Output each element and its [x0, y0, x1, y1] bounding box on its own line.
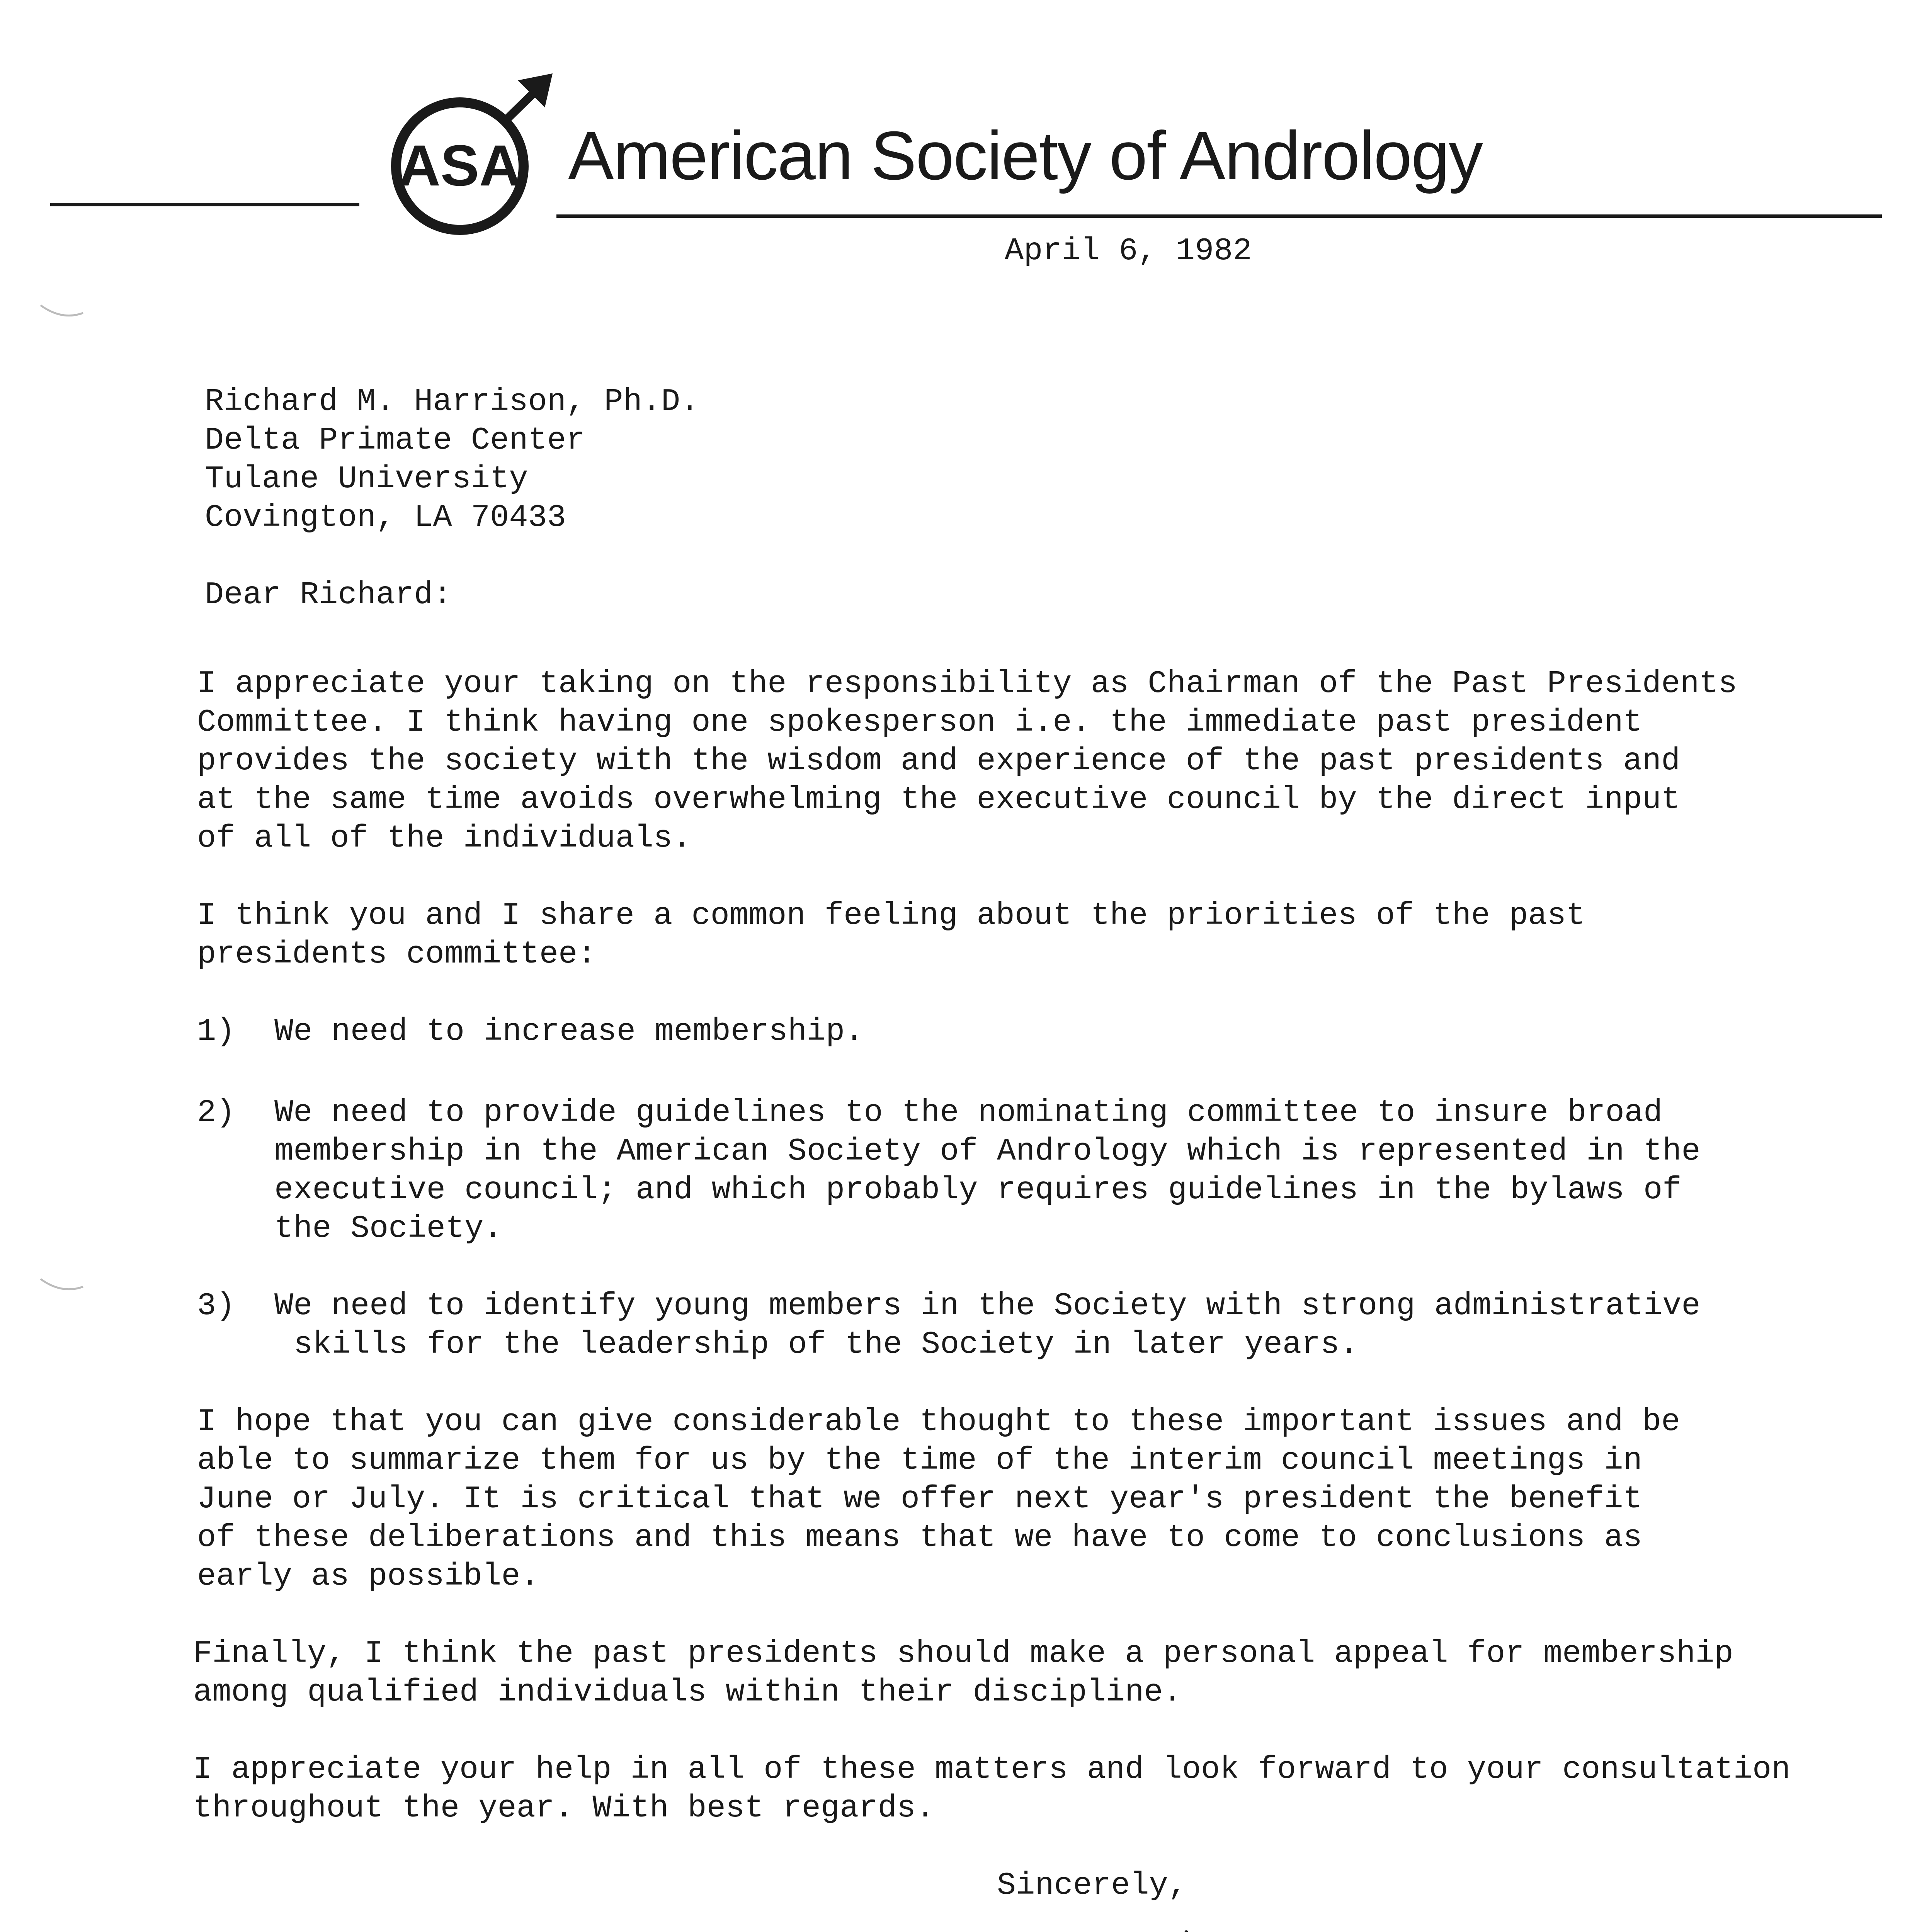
paragraph-line: of these deliberations and this means that we have to come to conclusions as — [197, 1520, 1642, 1556]
paragraph-line: at the same time avoids overwhelming the executive council by the direct input — [197, 782, 1681, 818]
scan-mark — [39, 1275, 85, 1298]
list-item-number: 1) — [197, 1014, 235, 1049]
salutation: Dear Richard: — [205, 577, 452, 613]
list-item-line: membership in the American Society of Andrology which is represented in the — [274, 1133, 1701, 1169]
paragraph-line: presidents committee: — [197, 936, 597, 972]
paragraph-line: provides the society with the wisdom and experience of the past presidents and — [197, 743, 1681, 779]
list-item-number: 3) — [197, 1288, 235, 1324]
org-name: American Society of Andrology — [568, 117, 1483, 194]
recipient-address-line: Tulane University — [205, 461, 528, 497]
paragraph-line: June or July. It is critical that we offer next year's president the benefit — [197, 1481, 1642, 1517]
paragraph-line: I think you and I share a common feeling about the priorities of the past — [197, 898, 1585, 934]
scan-mark — [39, 301, 85, 325]
logo-letters: ASA — [398, 133, 521, 198]
paragraph-line: of all of the individuals. — [197, 820, 692, 856]
list-item-line: We need to provide guidelines to the nominating committee to insure broad — [274, 1095, 1663, 1131]
paragraph-line: Finally, I think the past presidents should make a personal appeal for membership — [193, 1636, 1733, 1672]
list-item-number: 2) — [197, 1095, 235, 1131]
paragraph-line: I appreciate your taking on the responsibility as Chairman of the Past Presidents — [197, 666, 1737, 702]
letter-date: April 6, 1982 — [1005, 233, 1252, 269]
handwritten-signature — [985, 1924, 1264, 1932]
closing: Sincerely, — [997, 1867, 1187, 1903]
paragraph-line: Committee. I think having one spokesperson i.e. the immediate past president — [197, 704, 1642, 740]
recipient-address-line: Covington, LA 70433 — [205, 500, 566, 536]
recipient-address-line: Delta Primate Center — [205, 422, 585, 458]
paragraph-line: I hope that you can give considerable thought to these important issues and be — [197, 1404, 1681, 1440]
paragraph-line: early as possible. — [197, 1558, 539, 1594]
list-item-line: We need to increase membership. — [274, 1014, 864, 1049]
list-item-line: We need to identify young members in the Society with strong administrative — [274, 1288, 1701, 1324]
list-item-line: the Society. — [274, 1211, 503, 1247]
header-rule-left — [50, 203, 359, 206]
paragraph-line: I appreciate your help in all of these matters and look forward to your consultation — [193, 1752, 1791, 1787]
recipient-name: Richard M. Harrison, Ph.D. — [205, 384, 699, 420]
header-rule-right — [556, 214, 1882, 218]
list-item-line: skills for the leadership of the Society in later years. — [294, 1327, 1359, 1362]
paragraph-line: able to summarize them for us by the time of the interim council meetings in — [197, 1442, 1642, 1478]
paragraph-line: throughout the year. With best regards. — [193, 1790, 935, 1826]
list-item-line: executive council; and which probably requires guidelines in the bylaws of — [274, 1172, 1682, 1208]
paragraph-line: among qualified individuals within their discipline. — [193, 1674, 1182, 1710]
asa-logo — [383, 73, 564, 236]
